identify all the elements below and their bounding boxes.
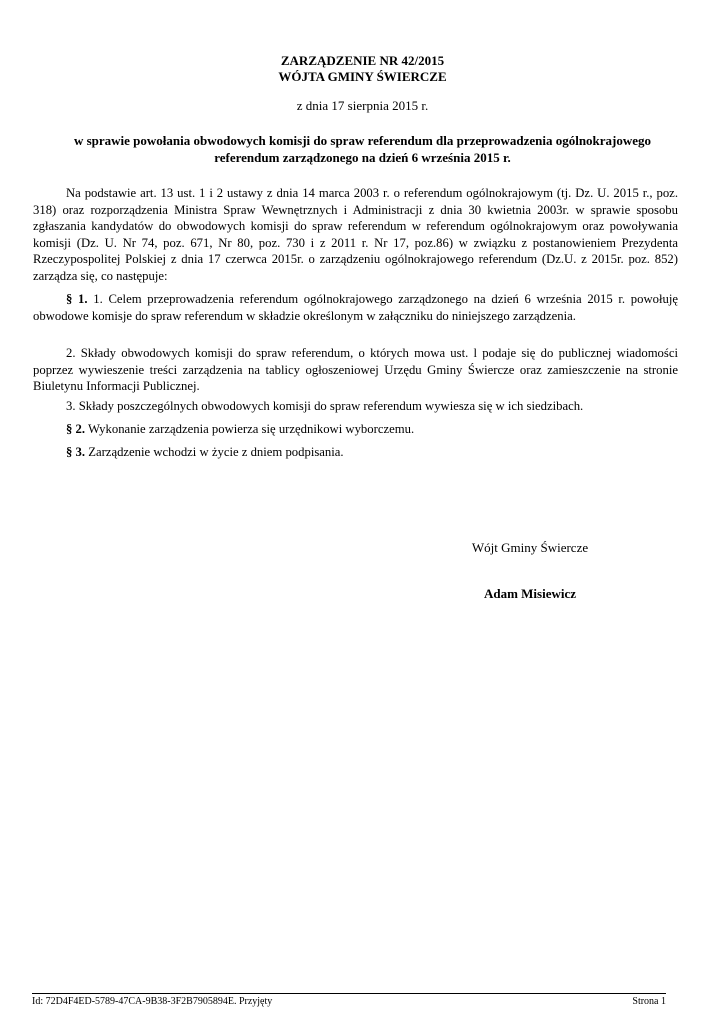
footer-divider (32, 993, 666, 994)
section-1-line (33, 291, 678, 324)
signer-name: Adam Misiewicz (483, 586, 577, 601)
section-1-mark: § 1. (66, 292, 88, 306)
section-3-line (33, 444, 678, 461)
intro-text: Na podstawie art. 13 ust. 1 i 2 ustawy z dnia 14 marca 2003 r. o referendum ogólnokrajowym (tj. Dz. U. 2015 r., poz. 318) oraz rozporządzenia Ministra Spraw Wewnętrznych i Administracji z dnia 30 kwietnia 2003r. w sprawie sposobu zgłaszania kandydatów do obwodowych komisji do spraw referendum w referendum ogólnokrajowym oraz powoływania komisji (Dz. U. Nr 74, poz. 671, Nr 80, poz. 730 i z 2011 r. Nr 17, poz.86) w związku z postanowieniem Prezydenta Rzeczypospolitej Polskiej z dnia 17 czerwca 2015r. o zarządzeniu ogólnokrajowego referendum (Dz.U. z 2015r. poz. 852) zarządza się, co następuje: (33, 186, 678, 283)
section-3-paragraph (33, 444, 678, 461)
section-2-paragraph (33, 421, 678, 438)
document-title-issuer: WÓJTA GMINY ŚWIERCZE (278, 69, 447, 84)
section-1-text: 1. Celem przeprowadzenia referendum ogólnokrajowego zarządzonego na dzień 6 września 2015 r. powołuję obwodowe komisje do spraw referendum w składzie określonym w załączniku do niniejszego zarządzenia. (33, 292, 679, 323)
footer-document-id: Id: 72D4F4ED-5789-47CA-9B38-3F2B7905894E. Przyjęty (32, 996, 273, 1007)
footer-page-number: Strona 1 (632, 996, 666, 1007)
section-2-line (33, 421, 678, 438)
section-1-paragraph (33, 291, 678, 324)
section-1-point-2 (33, 345, 678, 395)
section-2-text: Wykonanie zarządzenia powierza się urzędnikowi wyborczemu. (85, 422, 415, 436)
signer-title: Wójt Gminy Świercze (471, 540, 589, 555)
section-3-text: Zarządzenie wchodzi w życie z dniem podpisania. (85, 445, 344, 459)
section-3-mark: § 3. (66, 445, 86, 459)
intro-paragraph (33, 185, 678, 284)
document-subject: w sprawie powołania obwodowych komisji do spraw referendum dla przeprowadzenia ogólnokrajowego referendum zarządzonego na dzień 6 września 2015 r. (73, 133, 652, 165)
document-date: z dnia 17 sierpnia 2015 r. (296, 98, 429, 113)
document-title-number: ZARZĄDZENIE NR 42/2015 (280, 53, 445, 68)
point-2-text: 2. Składy obwodowych komisji do spraw referendum, o których mowa ust. l podaje się do publicznej wiadomości poprzez wywieszenie treści zarządzenia na tablicy ogłoszeniowej Urzędu Gminy Świercze oraz zamieszczenie na stronie Biuletynu Informacji Publicznej. (33, 346, 678, 393)
section-1-point-3 (33, 398, 678, 415)
point-3-text: 3. Składy poszczególnych obwodowych komisji do spraw referendum wywiesza się w ich siedzibach. (66, 399, 584, 413)
section-2-mark: § 2. (66, 422, 86, 436)
